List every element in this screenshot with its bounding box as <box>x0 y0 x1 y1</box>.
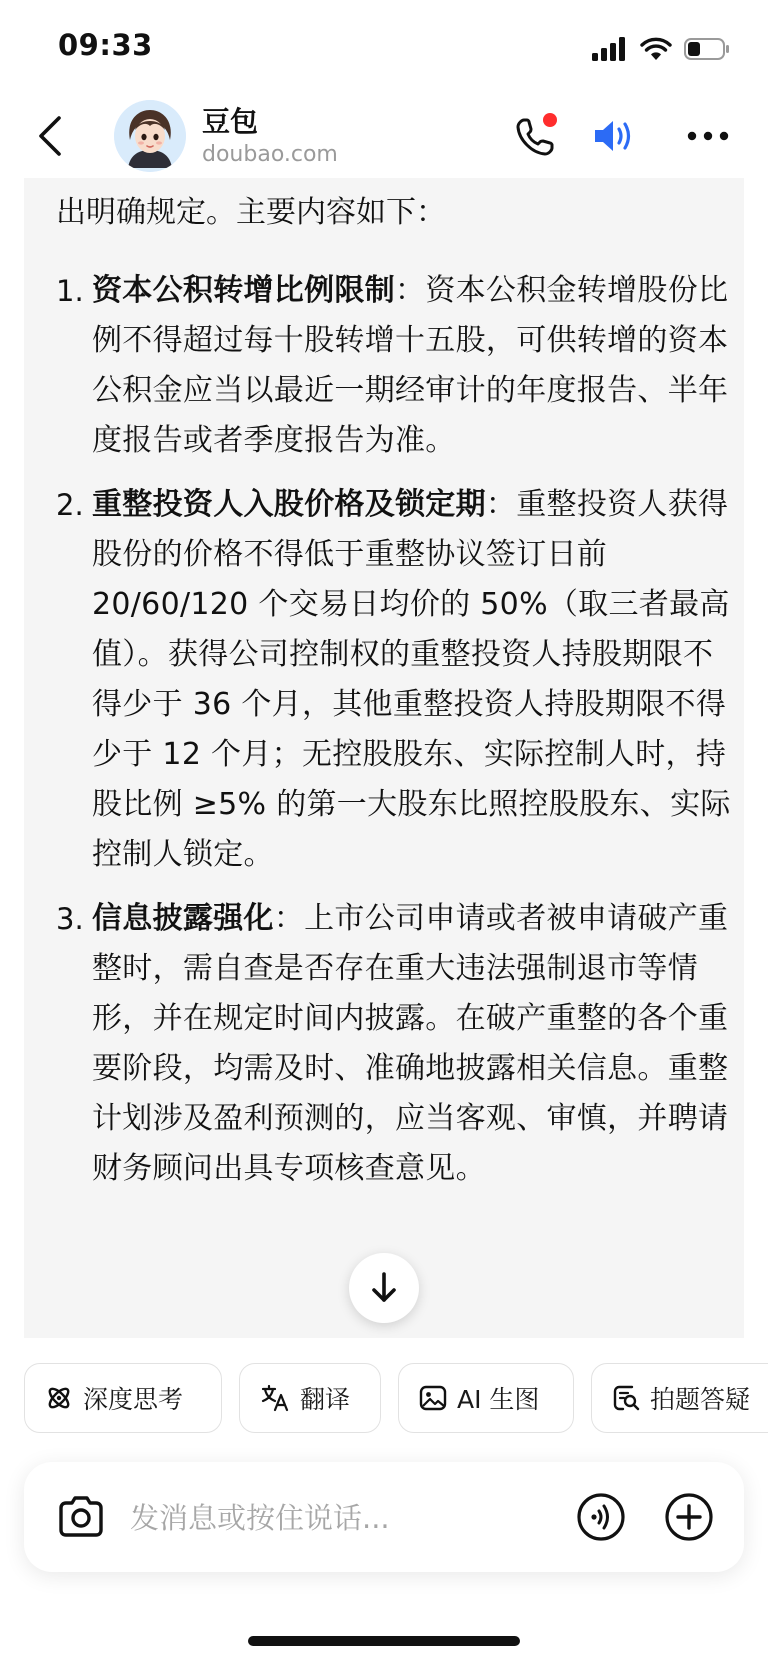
chip-label: 翻译 <box>300 1385 351 1414</box>
phone-icon <box>512 112 560 160</box>
camera-button[interactable] <box>54 1490 108 1544</box>
list-item-number: 1. <box>56 274 84 308</box>
home-indicator[interactable] <box>248 1636 520 1646</box>
atom-icon <box>45 1384 73 1412</box>
more-dots-icon <box>686 130 730 142</box>
avatar-illustration-icon <box>114 100 186 172</box>
image-icon <box>419 1384 447 1412</box>
voice-wave-icon <box>576 1492 626 1542</box>
list-item-body: 上市公司申请或者被申请破产重整时，需自查是否存在重大违法强制退市等情形，并在规定时间内披露。在破产重整的各个重要阶段，均需及时、准确地披露相关信息。重整计划涉及盈利预测的，应当客观、审慎，并聘请财务顾问出具专项核查意见。 <box>92 901 729 1186</box>
list-item-heading: 信息披露强化 <box>92 901 274 936</box>
plus-circle-icon <box>664 1492 714 1542</box>
chip-label: AI 生图 <box>457 1385 540 1414</box>
list-item-body: 资本公积金转增股份比例不得超过每十股转增十五股，可供转增的资本公积金应当以最近一期经审计的年度报告、半年度报告或者季度报告为准。 <box>92 273 729 458</box>
scroll-to-bottom-button[interactable] <box>349 1253 419 1323</box>
chip-deep-thinking[interactable] <box>24 1363 222 1433</box>
cellular-signal-icon <box>592 37 628 61</box>
chip-label: 深度思考 <box>83 1385 184 1414</box>
message-list <box>56 266 732 1208</box>
chat-subtitle: doubao.com <box>202 142 338 167</box>
list-item-separator: ： <box>485 487 517 522</box>
status-time: 09:33 <box>58 28 153 62</box>
back-button[interactable] <box>28 108 72 164</box>
chip-ai-image[interactable] <box>398 1363 574 1433</box>
assistant-message <box>24 178 744 1338</box>
chip-label: 拍题答疑 <box>650 1385 751 1414</box>
list-item <box>56 894 732 1194</box>
list-item <box>56 480 732 880</box>
camera-icon <box>57 1496 105 1538</box>
chip-photo-question[interactable] <box>591 1363 768 1433</box>
list-item-text <box>92 480 732 880</box>
list-item-body: 重整投资人获得股份的价格不得低于重整协议签订日前 20/60/120 个交易日均价的 50%（取三者最高值）。获得公司控制权的重整投资人持股期限不得少于 36 个月，其他重整投资人持股期限不得少于 12 个月；无控股股东、实际控制人时，持股比例 ≥5% 的第一大股东比照控股股东、实际控制人锁定。 <box>92 487 731 872</box>
arrow-down-icon <box>369 1271 399 1305</box>
list-item-text <box>92 894 732 1194</box>
message-input-bar <box>24 1462 744 1572</box>
status-icons <box>592 34 730 64</box>
speaker-button[interactable] <box>588 110 640 162</box>
chip-translate[interactable] <box>239 1363 381 1433</box>
list-item-separator: ： <box>273 901 305 936</box>
list-item-number: 3. <box>56 902 84 936</box>
scan-question-icon <box>612 1384 640 1412</box>
list-item-number: 2. <box>56 488 84 522</box>
message-input[interactable] <box>128 1490 552 1546</box>
avatar[interactable] <box>114 100 186 172</box>
list-item-text <box>92 266 732 466</box>
chevron-left-icon <box>37 115 63 157</box>
more-options-button[interactable] <box>682 110 734 162</box>
wifi-icon <box>640 37 672 61</box>
chat-title: 豆包 <box>202 105 259 138</box>
list-item <box>56 266 732 466</box>
message-intro-text: 出明确规定。主要内容如下： <box>56 195 446 230</box>
translate-icon <box>260 1384 290 1412</box>
list-item-separator: ： <box>395 273 426 308</box>
list-item-heading: 重整投资人入股价格及锁定期 <box>92 487 486 522</box>
add-attachment-button[interactable] <box>662 1490 716 1544</box>
list-item-heading: 资本公积转增比例限制 <box>92 273 395 308</box>
battery-icon <box>684 37 730 61</box>
speaker-volume-icon <box>590 112 638 160</box>
voice-input-button[interactable] <box>574 1490 628 1544</box>
phone-call-button[interactable] <box>510 110 562 162</box>
